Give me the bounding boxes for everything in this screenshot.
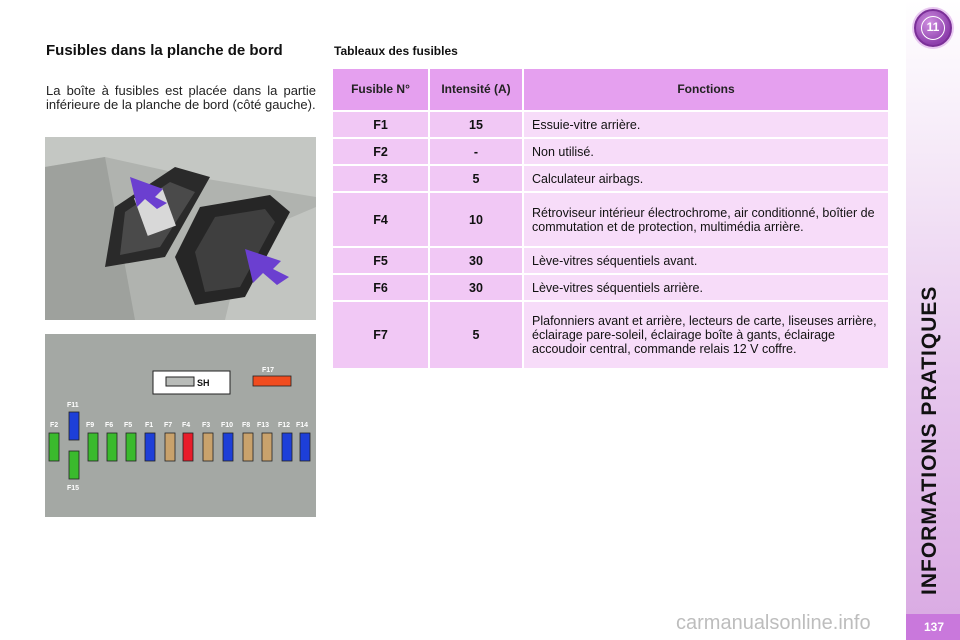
fuse-f10 [223,433,233,461]
function-cell: Non utilisé. [524,139,888,164]
fuse-f7 [165,433,175,461]
amp-cell: - [430,139,522,164]
fuse-table [331,67,890,370]
f15-label: F15 [67,485,80,492]
fuse-f4 [183,433,193,461]
function-cell: Essuie-vitre arrière. [524,112,888,137]
table-row [333,139,888,164]
fuse-f17 [253,376,291,386]
shunt-slot [166,377,194,386]
fuse-layout-diagram [45,334,316,517]
fuse-box-photo [45,137,316,320]
watermark: carmanualsonline.info [676,612,871,634]
row-label-f12: F12 [278,422,291,429]
sidebar-title: INFORMATIONS PRATIQUES [918,285,941,595]
row-label-f5: F5 [124,422,133,429]
amp-cell: 30 [430,275,522,300]
fuse-cell: F1 [333,112,428,137]
row-label-f2: F2 [50,422,59,429]
table-row [333,302,888,368]
fuse-box-photo-illustration [45,137,316,320]
table-row [333,248,888,273]
table-row [333,112,888,137]
function-cell: Lève-vitres séquentiels arrière. [524,275,888,300]
row-label-f4: F4 [182,422,191,429]
function-cell: Rétroviseur intérieur électrochrome, air conditionné, boîtier de commutation et de protection, multimédia arrière. [524,193,888,246]
fuse-cell: F4 [333,193,428,246]
header-functions: Fonctions [524,69,888,110]
function-cell: Lève-vitres séquentiels avant. [524,248,888,273]
header-fuse: Fusible N° [333,69,428,110]
row-label-f13: F13 [257,422,270,429]
fuse-cell: F6 [333,275,428,300]
amp-cell: 5 [430,166,522,191]
row-label-f8: F8 [242,422,251,429]
function-cell: Calculateur airbags. [524,166,888,191]
fuse-f12 [282,433,292,461]
table-row [333,166,888,191]
row-label-f10: F10 [221,422,234,429]
row-label-f14: F14 [296,422,309,429]
chapter-badge [914,9,952,47]
fuse-cell: F5 [333,248,428,273]
fuse-f8 [243,433,253,461]
row-label-f6: F6 [105,422,114,429]
row-label-f9: F9 [86,422,95,429]
fuse-f14 [300,433,310,461]
amp-cell: 5 [430,302,522,368]
row-label-f1: F1 [145,422,154,429]
amp-cell: 10 [430,193,522,246]
page-number: 137 [906,614,960,640]
f17-label: F17 [262,367,275,374]
row-label-f3: F3 [202,422,211,429]
chapter-number: 11 [921,16,945,40]
amp-cell: 15 [430,112,522,137]
fuse-cell: F3 [333,166,428,191]
fuse-cell: F7 [333,302,428,368]
fuse-f3 [203,433,213,461]
intro-paragraph: La boîte à fusibles est placée dans la partie inférieure de la planche de bord (côté gauche). [46,83,316,112]
table-row [333,275,888,300]
fuse-f5 [126,433,136,461]
fuse-f9 [88,433,98,461]
fuse-f15 [69,451,79,479]
table-row [333,193,888,246]
f11-label: F11 [67,402,79,409]
section-title: Fusibles dans la planche de bord [46,42,283,59]
table-title: Tableaux des fusibles [334,44,458,58]
fuse-cell: F2 [333,139,428,164]
row-label-f7: F7 [164,422,173,429]
header-amp: Intensité (A) [430,69,522,110]
fuse-f13 [262,433,272,461]
fuse-f2 [49,433,59,461]
function-cell: Plafonniers avant et arrière, lecteurs de carte, liseuses arrière, éclairage pare-soleil, éclairage boîte à gants, éclairage accoudoir central, commande relais 12 V coffre. [524,302,888,368]
fuse-f11 [69,412,79,440]
fuse-f1 [145,433,155,461]
fuse-f6 [107,433,117,461]
amp-cell: 30 [430,248,522,273]
sh-label: SH [197,378,210,388]
